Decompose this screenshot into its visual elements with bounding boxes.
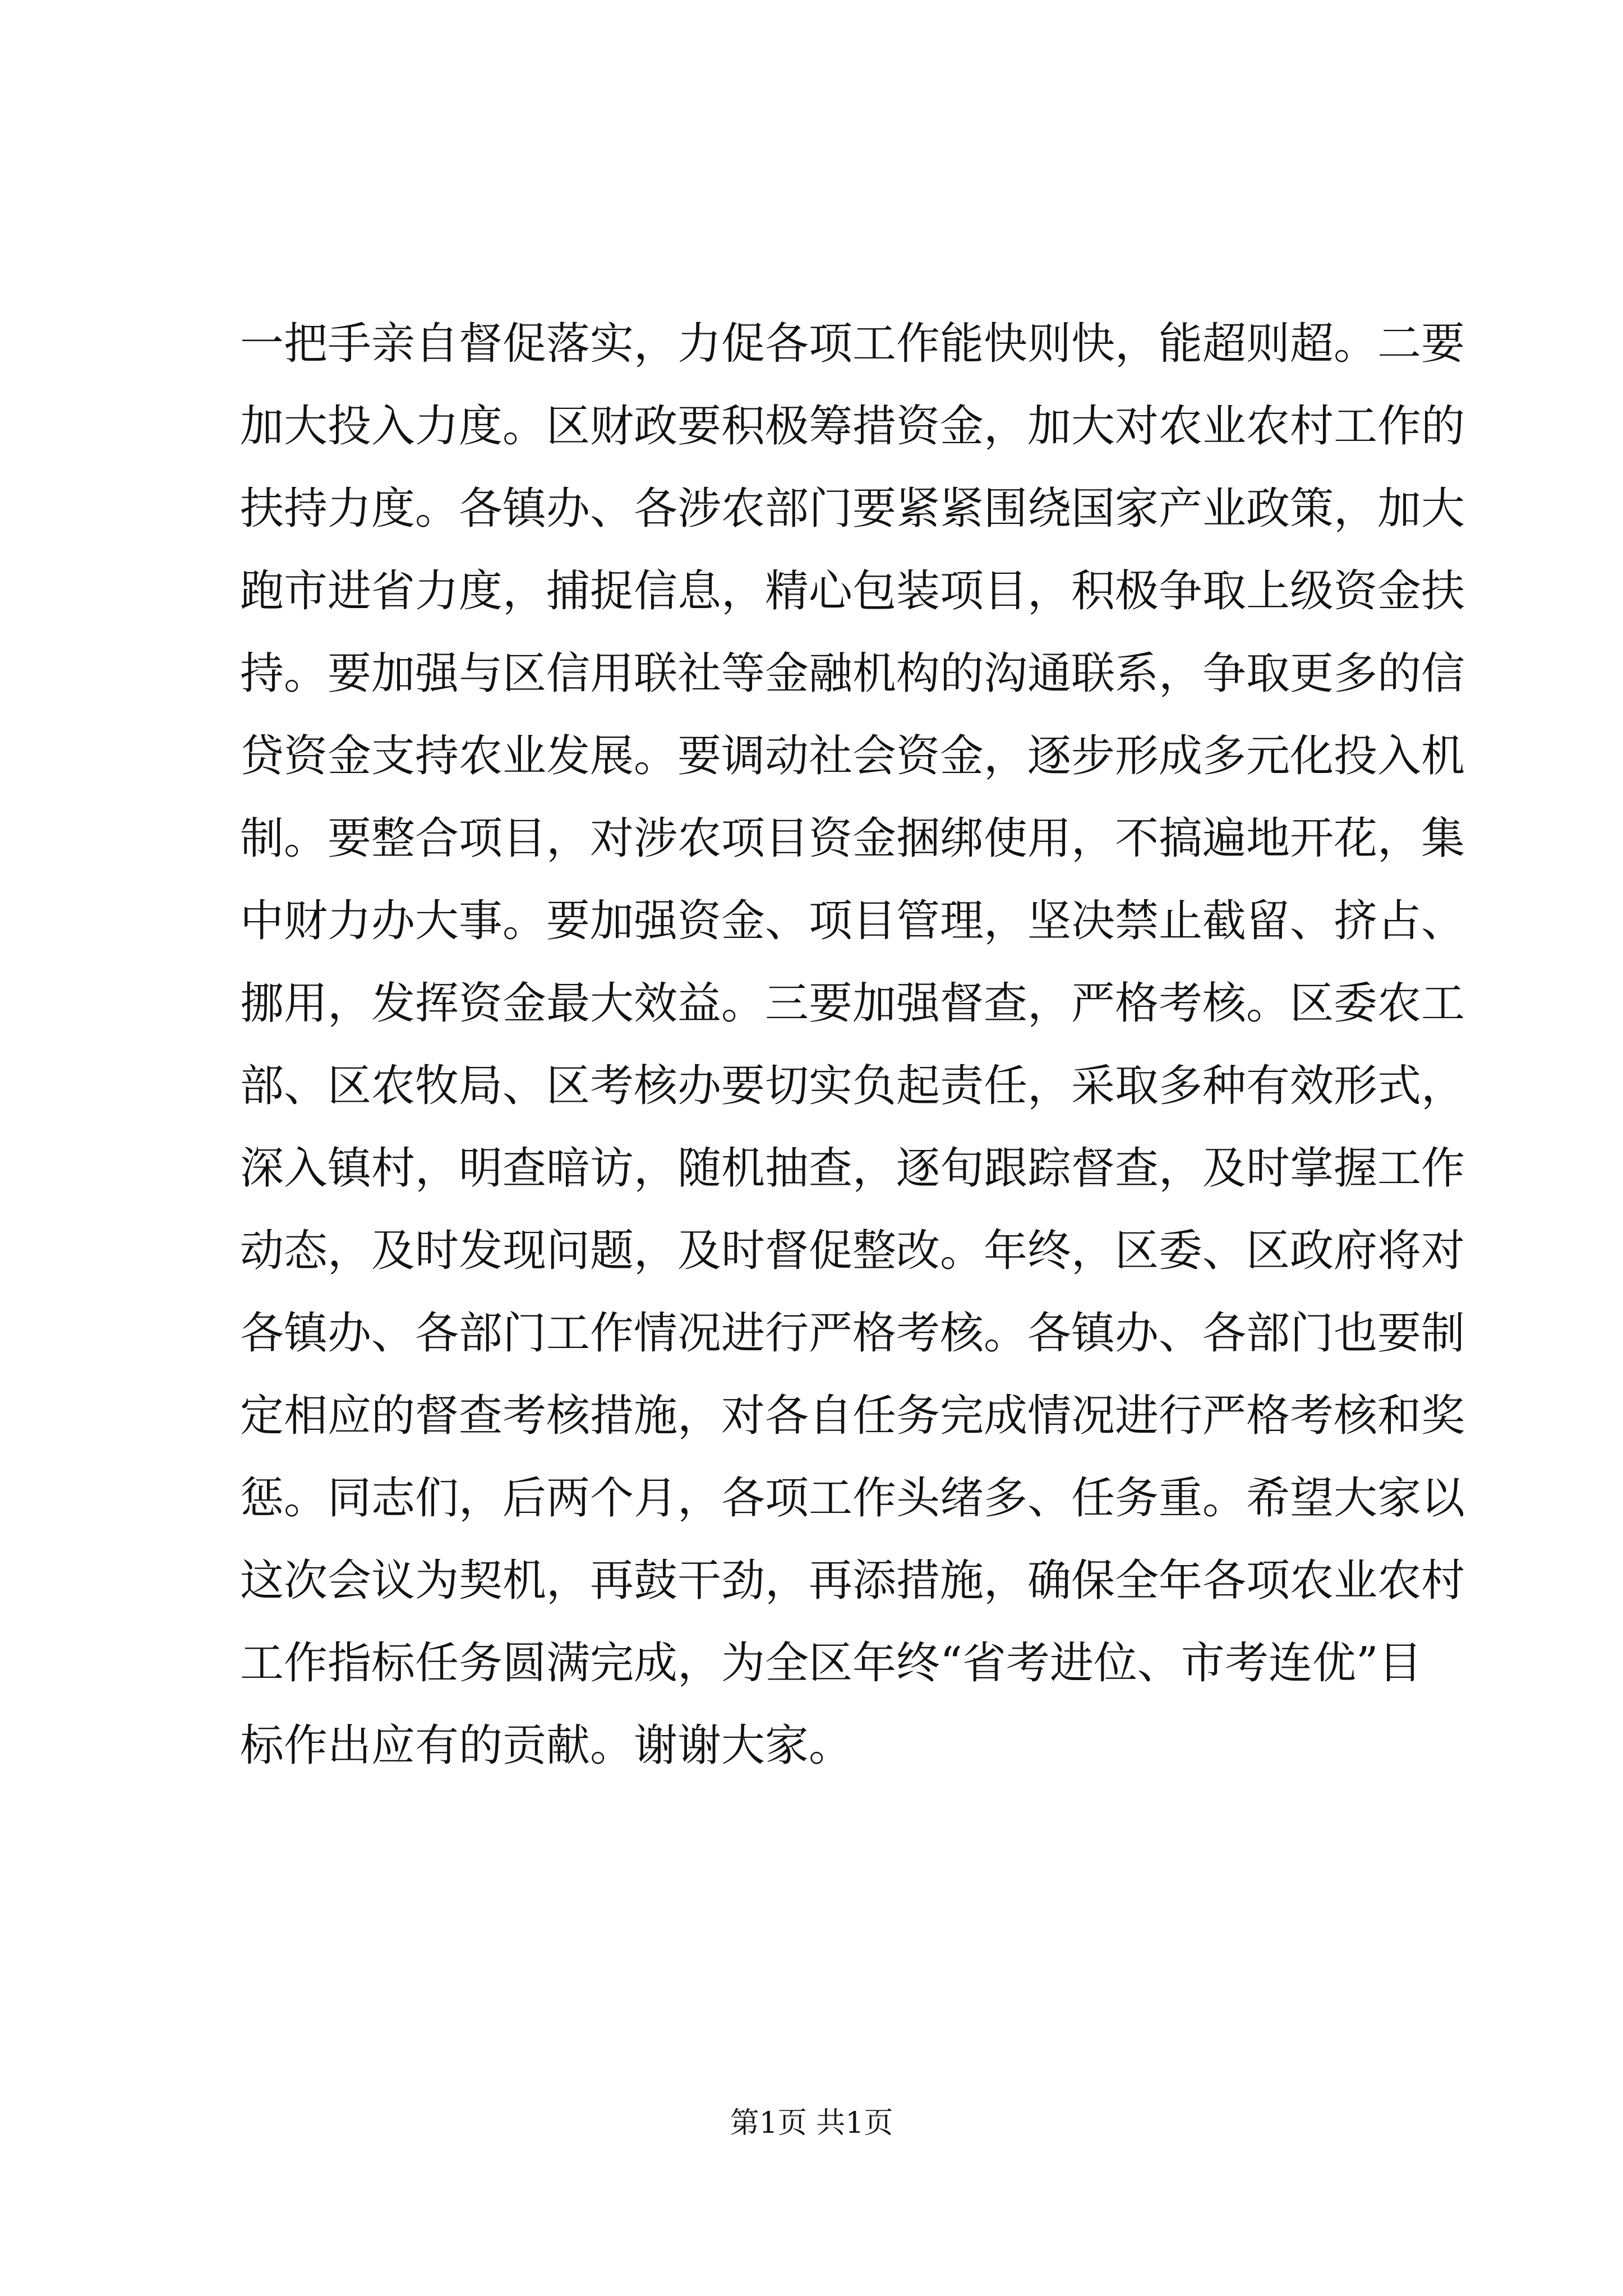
body-paragraph xyxy=(240,303,1465,1787)
text-line: 跑市进省力度，捕捉信息，精心包装项目，积极争取上级资金扶 xyxy=(240,566,1465,616)
text-line: 挪用，发挥资金最大效益。三要加强督查，严格考核。区委农工 xyxy=(240,978,1465,1029)
text-line: 这次会议为契机，再鼓干劲，再添措施，确保全年各项农业农村 xyxy=(240,1556,1465,1606)
text-line: 深入镇村，明查暗访，随机抽查，逐旬跟踪督查，及时掌握工作 xyxy=(240,1143,1465,1194)
text-line: 惩。同志们，后两个月，各项工作头绪多、任务重。希望大家以 xyxy=(240,1473,1465,1524)
text-line: 定相应的督查考核措施，对各自任务完成情况进行严格考核和奖 xyxy=(240,1391,1465,1441)
text-line: 贷资金支持农业发展。要调动社会资金，逐步形成多元化投入机 xyxy=(240,731,1465,781)
text-line: 工作指标任务圆满完成，为全区年终“省考进位、市考连优”目 xyxy=(240,1638,1422,1688)
text-line: 部、区农牧局、区考核办要切实负起责任，采取多种有效形式， xyxy=(240,1061,1465,1111)
text-line: 各镇办、各部门工作情况进行严格考核。各镇办、各部门也要制 xyxy=(240,1308,1465,1359)
text-line: 加大投入力度。区财政要积极筹措资金，加大对农业农村工作的 xyxy=(240,401,1465,452)
text-line: 制。要整合项目，对涉农项目资金捆绑使用，不搞遍地开花，集 xyxy=(240,813,1465,864)
text-line: 中财力办大事。要加强资金、项目管理，坚决禁止截留、挤占、 xyxy=(240,896,1465,946)
text-line: 扶持力度。各镇办、各涉农部门要紧紧围绕国家产业政策，加大 xyxy=(240,484,1465,534)
page-footer: 第1页 共1页 xyxy=(730,2106,893,2140)
text-line: 动态，及时发现问题，及时督促整改。年终，区委、区政府将对 xyxy=(240,1226,1465,1276)
text-line: 标作出应有的贡献。谢谢大家。 xyxy=(240,1720,853,1771)
text-line: 一把手亲自督促落实，力促各项工作能快则快，能超则超。二要 xyxy=(240,319,1465,369)
text-line: 持。要加强与区信用联社等金融机构的沟通联系，争取更多的信 xyxy=(240,648,1465,699)
